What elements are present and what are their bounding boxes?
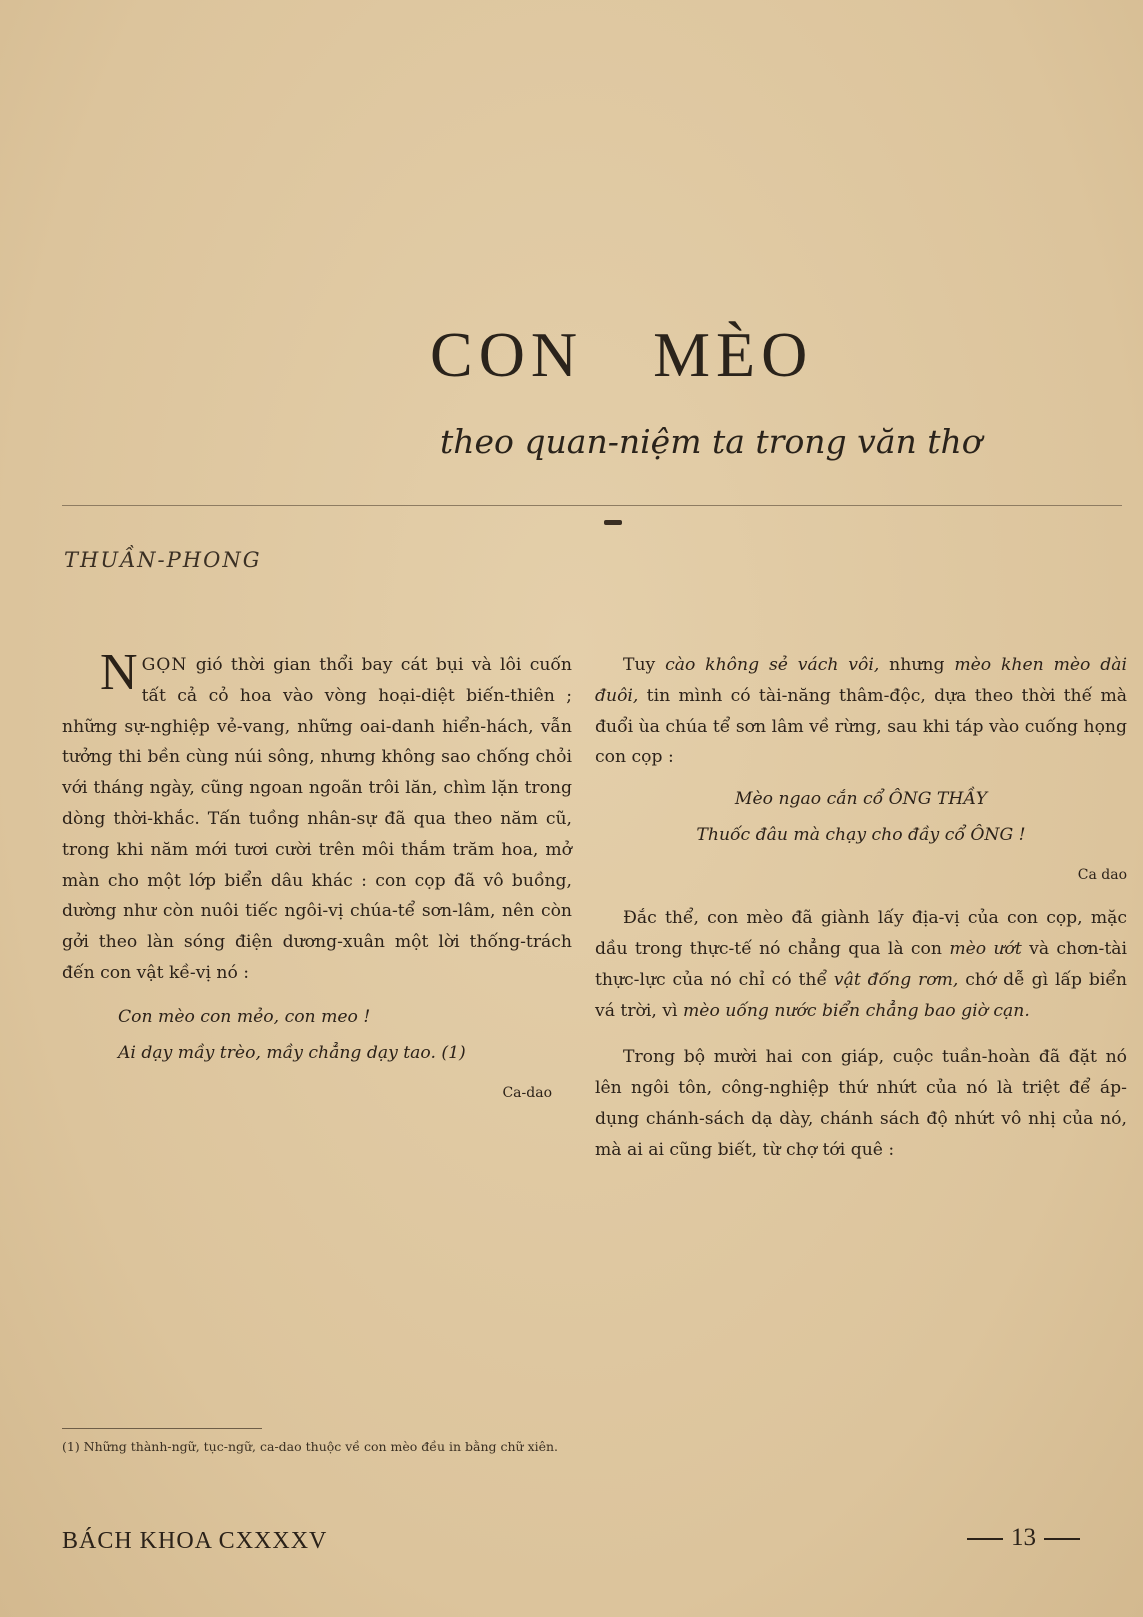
left-verse-line-1: Con mèo con mẻo, con meo ! (118, 1006, 371, 1027)
dash-left (967, 1538, 1003, 1540)
footnote: (1) Những thành-ngữ, tục-ngữ, ca-dao thuộc về con mèo đều in bằng chữ xiên. (62, 1439, 559, 1454)
title-word-meo: MÈO (653, 319, 814, 390)
dash-right (1044, 1538, 1080, 1540)
left-column (62, 644, 572, 1111)
text-run: Tuy (623, 655, 666, 675)
drop-cap: N (100, 644, 138, 701)
text-run: và chơn-tài thực-lực của nó chỉ có thể (595, 938, 1127, 990)
header-divider (62, 505, 1122, 506)
left-verse-line-2: Ai dạy mầy trèo, mầy chẳng dạy tao. (1) (118, 1042, 466, 1063)
text-run: Đắc thể, con mèo đã giành lấy địa-vị của con cọp, mặc dầu trong thực-tế nó chẳng qua là con (595, 908, 1127, 959)
page-number-value: 13 (1011, 1524, 1036, 1551)
italic-run: mèo uống nước biển chẳng bao giờ cạn. (683, 1000, 1030, 1021)
opening-paragraph (62, 644, 572, 989)
italic-run: cào không sẻ vách vôi, (665, 655, 880, 675)
footnote-divider (62, 1428, 262, 1429)
right-verse-line-2: Thuốc đâu mà chạy cho đầy cổ ÔNG ! (696, 825, 1026, 846)
right-paragraph-2 (595, 903, 1127, 1026)
article-subtitle: theo quan-niệm ta trong văn thơ (440, 422, 982, 461)
text-run: chớ dễ gì lấp biển vá trời, vì (595, 969, 1127, 1021)
left-verse-attribution: Ca-dao (502, 1084, 552, 1101)
right-paragraph-1 (595, 650, 1127, 773)
title-word-con: CON (430, 319, 584, 390)
right-column (595, 650, 1127, 1166)
italic-run: mèo khen mèo dài đuôi, (595, 655, 1127, 706)
author-name: THUẦN-PHONG (64, 548, 262, 572)
italic-run: vật đống rơm, (833, 969, 959, 990)
right-verse (595, 781, 1127, 893)
opening-text: gió thời gian thổi bay cát bụi và lôi cuốn tất cả cỏ hoa vào vòng hoại-diệt biến-thiên ; những sự-nghiệp vẻ-vang, những oai-danh hiển-hách, vẫn tưởng thi bền cùng núi sông, nhưng không sao chống chỏi với tháng ngày, cũng ngoan ngoãn trôi lăn, chìm lặn trong dòng thời-khắc. Tấn tuồng nhân-sự đã qua theo năm cũ, trong khi năm mới tươi cười trên môi thắm trăm hoa, mở màn cho một lớp biển dâu khác : con cọp đã vô buồng, dường như còn nuôi tiếc ngôi-vị chúa-tể sơn-lâm, nên còn gởi theo làn sóng điện dương-xuân một lời thống-trách đến con vật kề-vị nó : (62, 655, 572, 983)
right-paragraph-3: Trong bộ mười hai con giáp, cuộc tuần-hoàn đã đặt nó lên ngôi tôn, công-nghiệp thứ nhứt của nó là triệt để áp-dụng chánh-sách dạ dày, chánh sách độ nhứt vô nhị của nó, mà ai ai cũng biết, từ chợ tới quê : (595, 1047, 1127, 1160)
text-run: nhưng (879, 655, 955, 675)
page-number (959, 1524, 1088, 1552)
text-run: tin mình có tài-năng thâm-độc, dựa theo thời thế mà đuổi ùa chúa tể sơn lâm về rừng, sau khi táp vào cuống họng con cọp : (595, 685, 1127, 768)
opening-smallcaps: GỌN (141, 655, 188, 675)
right-verse-line-1: Mèo ngao cắn cổ ÔNG THẦY (734, 789, 988, 810)
ornament-mark (604, 520, 622, 525)
right-verse-attribution: Ca dao (1077, 867, 1127, 884)
publication-footer: BÁCH KHOA CXXXXV (62, 1528, 328, 1554)
article-title (430, 318, 1130, 392)
italic-run: mèo ướt (949, 938, 1022, 959)
left-verse (62, 999, 572, 1111)
